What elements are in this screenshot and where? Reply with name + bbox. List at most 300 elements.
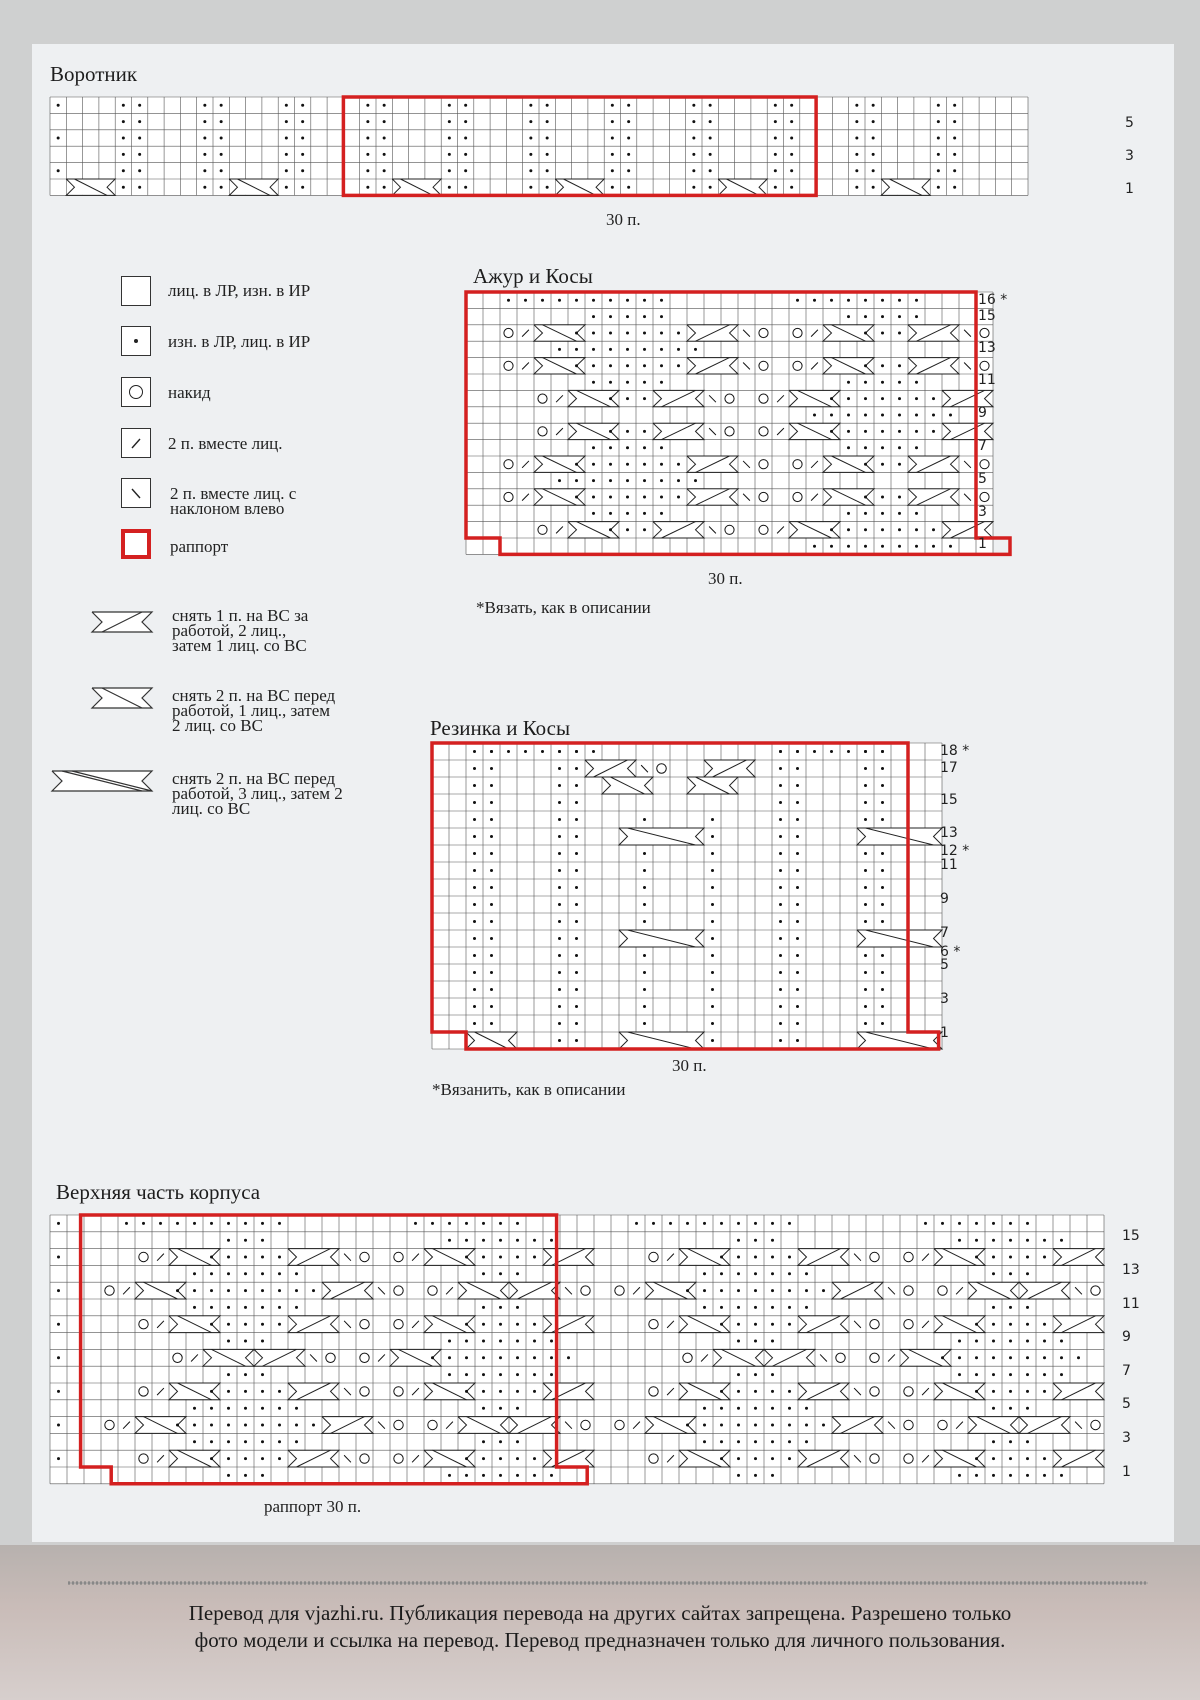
purl-dot <box>643 315 646 318</box>
purl-dot <box>529 137 532 140</box>
purl-dot <box>898 528 901 531</box>
purl-dot <box>949 414 952 417</box>
purl-dot <box>881 886 884 889</box>
purl-dot <box>1009 1239 1012 1242</box>
purl-dot <box>992 1340 995 1343</box>
purl-dot <box>261 1256 264 1259</box>
purl-dot <box>1026 1272 1029 1275</box>
purl-dot <box>203 153 206 156</box>
rib-row-number: 13 <box>940 824 958 841</box>
purl-dot <box>711 852 714 855</box>
purl-dot <box>220 153 223 156</box>
purl-dot <box>176 1424 179 1427</box>
purl-dot <box>915 512 918 515</box>
upper-body-title: Верхняя часть корпуса <box>56 1180 261 1204</box>
purl-dot <box>805 1407 808 1410</box>
purl-dot <box>941 1356 944 1359</box>
purl-dot <box>864 920 867 923</box>
purl-dot <box>881 496 884 499</box>
purl-dot <box>464 153 467 156</box>
purl-dot <box>855 120 858 123</box>
lace-cables-caption: 30 п. <box>708 569 743 588</box>
purl-dot <box>847 528 850 531</box>
purl-dot <box>771 1457 774 1460</box>
purl-dot <box>754 1407 757 1410</box>
purl-dot <box>138 120 141 123</box>
purl-dot <box>261 1373 264 1376</box>
purl-dot <box>975 1390 978 1393</box>
purl-dot <box>1026 1440 1029 1443</box>
purl-dot <box>490 1005 493 1008</box>
purl-dot <box>301 169 304 172</box>
purl-dot <box>864 988 867 991</box>
purl-dot <box>295 1272 298 1275</box>
purl-dot <box>558 852 561 855</box>
purl-dot <box>575 954 578 957</box>
purl-dot <box>609 364 612 367</box>
purl-dot <box>796 1022 799 1025</box>
purl-dot <box>626 430 629 433</box>
purl-dot <box>626 381 629 384</box>
purl-dot <box>546 153 549 156</box>
purl-dot <box>592 381 595 384</box>
purl-dot <box>737 1222 740 1225</box>
purl-dot <box>473 937 476 940</box>
purl-dot <box>881 852 884 855</box>
purl-dot <box>295 1424 298 1427</box>
purl-dot <box>677 479 680 482</box>
purl-dot <box>473 1005 476 1008</box>
purl-dot <box>1043 1356 1046 1359</box>
purl-dot <box>220 120 223 123</box>
purl-dot <box>138 153 141 156</box>
purl-dot <box>1026 1340 1029 1343</box>
purl-dot <box>138 104 141 107</box>
purl-dot <box>550 1239 553 1242</box>
purl-dot <box>383 153 386 156</box>
purl-dot <box>754 1457 757 1460</box>
purl-dot <box>711 937 714 940</box>
lace-row-number: 1 <box>978 536 987 553</box>
purl-dot <box>261 1323 264 1326</box>
purl-dot <box>57 169 60 172</box>
purl-dot <box>203 104 206 107</box>
purl-dot <box>847 381 850 384</box>
purl-dot <box>881 954 884 957</box>
purl-dot <box>790 104 793 107</box>
purl-dot <box>872 137 875 140</box>
purl-dot <box>686 1424 689 1427</box>
purl-dot <box>261 1424 264 1427</box>
purl-dot <box>686 1289 689 1292</box>
purl-dot <box>541 750 544 753</box>
rib-row-number: 17 <box>940 760 958 776</box>
upper-row-number: 11 <box>1122 1295 1140 1312</box>
purl-dot <box>720 1323 723 1326</box>
purl-dot <box>285 137 288 140</box>
rib-row-number: 11 <box>940 856 958 873</box>
purl-dot <box>550 1340 553 1343</box>
purl-dot <box>558 348 561 351</box>
purl-dot <box>643 332 646 335</box>
purl-dot <box>864 750 867 753</box>
dot-square-icon <box>121 326 151 356</box>
purl-dot <box>575 937 578 940</box>
purl-dot <box>516 1340 519 1343</box>
purl-dot <box>771 1239 774 1242</box>
purl-dot <box>193 1272 196 1275</box>
purl-dot <box>592 463 595 466</box>
purl-dot <box>898 430 901 433</box>
purl-dot <box>1060 1474 1063 1477</box>
purl-dot <box>558 801 561 804</box>
purl-dot <box>278 1323 281 1326</box>
purl-dot <box>1009 1272 1012 1275</box>
purl-dot <box>473 801 476 804</box>
purl-dot <box>898 545 901 548</box>
purl-dot <box>57 1457 60 1460</box>
purl-dot <box>796 1005 799 1008</box>
purl-dot <box>611 120 614 123</box>
purl-dot <box>261 1272 264 1275</box>
purl-dot <box>122 120 125 123</box>
purl-dot <box>754 1373 757 1376</box>
purl-dot <box>575 852 578 855</box>
purl-dot <box>937 186 940 189</box>
purl-dot <box>57 1424 60 1427</box>
purl-dot <box>1060 1239 1063 1242</box>
purl-dot <box>516 1222 519 1225</box>
purl-dot <box>881 299 884 302</box>
purl-dot <box>558 886 561 889</box>
purl-dot <box>575 463 578 466</box>
purl-dot <box>626 446 629 449</box>
purl-dot <box>465 1340 468 1343</box>
purl-dot <box>490 835 493 838</box>
purl-dot <box>660 512 663 515</box>
purl-dot <box>692 186 695 189</box>
purl-dot <box>898 463 901 466</box>
purl-dot <box>465 1390 468 1393</box>
purl-dot <box>898 315 901 318</box>
purl-dot <box>1026 1306 1029 1309</box>
purl-dot <box>677 496 680 499</box>
purl-dot <box>779 1005 782 1008</box>
purl-dot <box>660 479 663 482</box>
purl-dot <box>626 512 629 515</box>
rib-row-number: 12 * <box>940 843 970 860</box>
purl-dot <box>660 463 663 466</box>
purl-dot <box>524 299 527 302</box>
purl-dot <box>227 1457 230 1460</box>
purl-dot <box>473 852 476 855</box>
purl-dot <box>499 1390 502 1393</box>
purl-dot <box>754 1306 757 1309</box>
purl-dot <box>473 869 476 872</box>
purl-dot <box>779 750 782 753</box>
purl-dot <box>499 1373 502 1376</box>
purl-dot <box>125 1222 128 1225</box>
purl-dot <box>122 169 125 172</box>
purl-dot <box>473 1022 476 1025</box>
purl-dot <box>737 1306 740 1309</box>
purl-dot <box>203 120 206 123</box>
purl-dot <box>881 818 884 821</box>
purl-dot <box>278 1272 281 1275</box>
cable-1-2-right-icon <box>90 610 154 634</box>
purl-dot <box>301 186 304 189</box>
purl-dot <box>261 1390 264 1393</box>
purl-dot <box>490 954 493 957</box>
lace-row-number: 15 <box>978 308 996 325</box>
purl-dot <box>210 1424 213 1427</box>
purl-dot <box>490 886 493 889</box>
purl-dot <box>771 1289 774 1292</box>
purl-dot <box>924 1222 927 1225</box>
purl-dot <box>847 430 850 433</box>
purl-dot <box>227 1474 230 1477</box>
purl-dot <box>898 364 901 367</box>
purl-dot <box>533 1340 536 1343</box>
purl-dot <box>312 1424 315 1427</box>
purl-dot <box>575 869 578 872</box>
purl-dot <box>1043 1457 1046 1460</box>
purl-dot <box>771 1272 774 1275</box>
rib-cables-chart <box>432 743 972 1051</box>
purl-dot <box>414 1222 417 1225</box>
purl-dot <box>855 169 858 172</box>
purl-dot <box>779 1022 782 1025</box>
purl-dot <box>465 1222 468 1225</box>
purl-dot <box>227 1424 230 1427</box>
purl-dot <box>1009 1407 1012 1410</box>
purl-dot <box>546 120 549 123</box>
purl-dot <box>711 869 714 872</box>
purl-dot <box>881 920 884 923</box>
upper-row-number: 13 <box>1122 1262 1140 1279</box>
purl-dot <box>788 1457 791 1460</box>
purl-dot <box>465 1356 468 1359</box>
purl-dot <box>626 397 629 400</box>
lace-row-number: 7 <box>978 437 987 454</box>
purl-dot <box>227 1222 230 1225</box>
purl-dot <box>660 381 663 384</box>
purl-dot <box>864 463 867 466</box>
lace-row-number: 16 * <box>978 292 1008 308</box>
rib-row-number: 9 <box>940 890 949 907</box>
legend-label-repeat: раппорт <box>170 537 229 556</box>
purl-dot <box>737 1457 740 1460</box>
purl-dot <box>779 920 782 923</box>
purl-dot <box>754 1239 757 1242</box>
purl-dot <box>692 120 695 123</box>
purl-dot <box>366 137 369 140</box>
purl-dot <box>779 903 782 906</box>
purl-dot <box>482 1323 485 1326</box>
purl-dot <box>881 430 884 433</box>
purl-dot <box>677 348 680 351</box>
purl-dot <box>754 1440 757 1443</box>
purl-dot <box>881 869 884 872</box>
purl-dot <box>677 332 680 335</box>
purl-dot <box>771 1373 774 1376</box>
purl-dot <box>575 988 578 991</box>
rib-row-number: 18 * <box>940 743 970 759</box>
purl-dot <box>261 1239 264 1242</box>
purl-dot <box>627 137 630 140</box>
purl-dot <box>558 479 561 482</box>
purl-dot <box>771 1323 774 1326</box>
purl-dot <box>516 1323 519 1326</box>
purl-dot <box>57 104 60 107</box>
purl-dot <box>932 397 935 400</box>
purl-dot <box>975 1239 978 1242</box>
purl-dot <box>813 414 816 417</box>
purl-dot <box>872 186 875 189</box>
purl-dot <box>864 869 867 872</box>
rib-row-number: 3 <box>940 991 949 1008</box>
purl-dot <box>261 1474 264 1477</box>
purl-dot <box>546 169 549 172</box>
upper-row-number: 5 <box>1122 1396 1131 1413</box>
purl-dot <box>992 1323 995 1326</box>
purl-dot <box>847 397 850 400</box>
purl-dot <box>694 479 697 482</box>
upper-row-number: 3 <box>1122 1430 1131 1447</box>
purl-dot <box>482 1256 485 1259</box>
purl-dot <box>193 1289 196 1292</box>
purl-dot <box>203 186 206 189</box>
purl-dot <box>975 1457 978 1460</box>
purl-dot <box>285 104 288 107</box>
lace-row-number: 9 <box>978 405 987 422</box>
purl-dot <box>546 137 549 140</box>
purl-dot <box>609 430 612 433</box>
purl-dot <box>490 869 493 872</box>
purl-dot <box>937 169 940 172</box>
purl-dot <box>210 1289 213 1292</box>
purl-dot <box>448 153 451 156</box>
purl-dot <box>805 1424 808 1427</box>
purl-dot <box>643 512 646 515</box>
purl-dot <box>558 954 561 957</box>
purl-dot <box>796 869 799 872</box>
purl-dot <box>703 1222 706 1225</box>
purl-dot <box>499 1306 502 1309</box>
purl-dot <box>558 903 561 906</box>
purl-dot <box>788 1440 791 1443</box>
collar-chart <box>50 97 1115 201</box>
purl-dot <box>737 1373 740 1376</box>
purl-dot <box>210 1222 213 1225</box>
purl-dot <box>57 1390 60 1393</box>
purl-dot <box>533 1256 536 1259</box>
purl-dot <box>643 954 646 957</box>
purl-dot <box>490 767 493 770</box>
purl-dot <box>1026 1256 1029 1259</box>
purl-dot <box>558 750 561 753</box>
purl-dot <box>975 1222 978 1225</box>
purl-dot <box>855 153 858 156</box>
purl-dot <box>941 1222 944 1225</box>
purl-dot <box>227 1440 230 1443</box>
purl-dot <box>855 137 858 140</box>
rib-row-number: 6 * <box>940 943 961 960</box>
lace-row-number: 11 <box>978 372 996 389</box>
purl-dot <box>774 104 777 107</box>
purl-dot <box>881 381 884 384</box>
purl-dot <box>703 1306 706 1309</box>
purl-dot <box>490 988 493 991</box>
purl-dot <box>490 818 493 821</box>
purl-dot <box>1009 1440 1012 1443</box>
purl-dot <box>575 364 578 367</box>
purl-dot <box>626 332 629 335</box>
purl-dot <box>383 169 386 172</box>
purl-dot <box>609 348 612 351</box>
lace-row-number: 5 <box>978 470 987 487</box>
purl-dot <box>975 1323 978 1326</box>
purl-dot <box>864 1022 867 1025</box>
purl-dot <box>529 153 532 156</box>
purl-dot <box>295 1289 298 1292</box>
purl-dot <box>609 315 612 318</box>
purl-dot <box>881 446 884 449</box>
empty-square-icon <box>121 276 151 306</box>
purl-dot <box>301 153 304 156</box>
purl-dot <box>227 1390 230 1393</box>
purl-dot <box>575 767 578 770</box>
purl-dot <box>575 818 578 821</box>
purl-dot <box>796 1039 799 1042</box>
purl-dot <box>937 120 940 123</box>
purl-dot <box>847 512 850 515</box>
purl-dot <box>822 1289 825 1292</box>
purl-dot <box>881 784 884 787</box>
purl-dot <box>227 1289 230 1292</box>
purl-dot <box>1043 1239 1046 1242</box>
purl-dot <box>499 1323 502 1326</box>
purl-dot <box>533 1356 536 1359</box>
purl-dot <box>660 348 663 351</box>
purl-dot <box>278 1289 281 1292</box>
backslash-square-icon <box>121 478 151 508</box>
purl-dot <box>57 1323 60 1326</box>
purl-dot <box>490 750 493 753</box>
purl-dot <box>805 1272 808 1275</box>
purl-dot <box>711 920 714 923</box>
purl-dot <box>788 1407 791 1410</box>
purl-dot <box>295 1306 298 1309</box>
purl-dot <box>660 496 663 499</box>
purl-dot <box>473 784 476 787</box>
purl-dot <box>210 1457 213 1460</box>
purl-dot <box>57 1356 60 1359</box>
purl-dot <box>1043 1340 1046 1343</box>
purl-dot <box>992 1390 995 1393</box>
purl-dot <box>626 299 629 302</box>
purl-dot <box>1026 1222 1029 1225</box>
purl-dot <box>830 414 833 417</box>
purl-dot <box>643 479 646 482</box>
purl-dot <box>473 903 476 906</box>
purl-dot <box>592 750 595 753</box>
purl-dot <box>448 1222 451 1225</box>
purl-dot <box>558 835 561 838</box>
purl-dot <box>261 1457 264 1460</box>
purl-dot <box>193 1222 196 1225</box>
purl-dot <box>529 186 532 189</box>
